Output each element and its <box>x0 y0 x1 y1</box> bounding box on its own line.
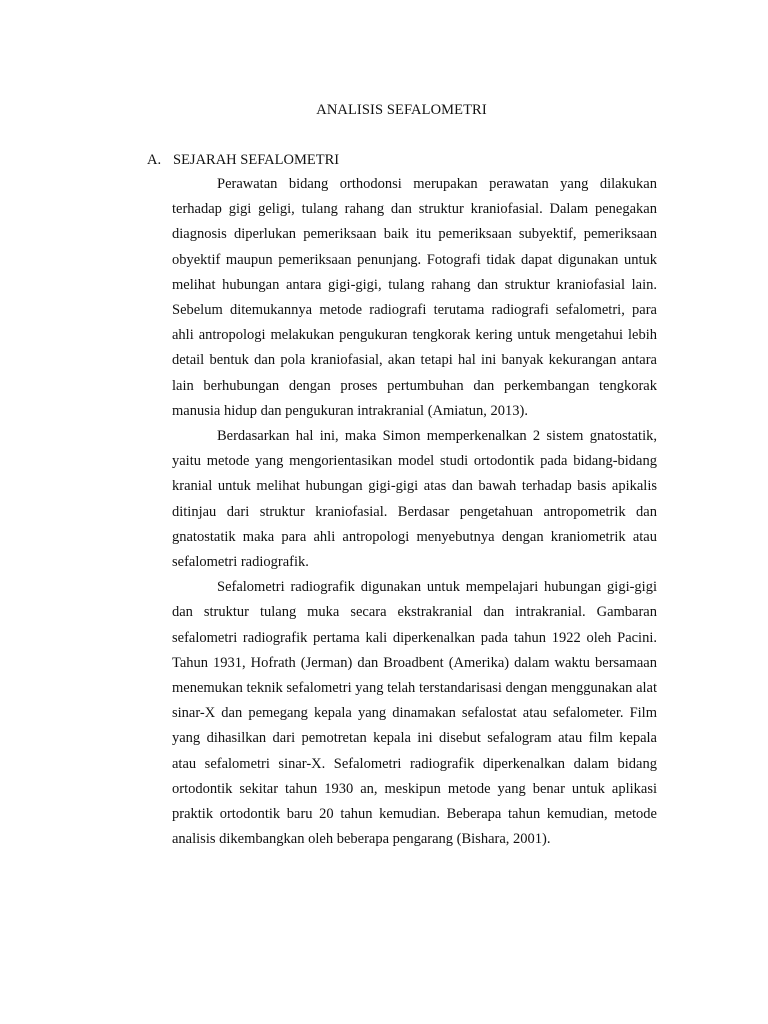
section-letter: A. <box>147 152 162 168</box>
paragraph: Berdasarkan hal ini, maka Simon memperkenalkan 2 sistem gnatostatik, yaitu metode yang mengorientasikan model studi ortodontik pada bidang-bidang kranial untuk melihat hubungan gigi-gigi atas dan bawah terhadap basis apikalis ditinjau dari struktur kraniofasial. Berdasar pengetahuan antropometrik dan gnatostatik maka para ahli antropologi menyebutnya dengan kraniometrik atau sefalometri radiografik. <box>172 428 657 571</box>
document-title: ANALISIS SEFALOMETRI <box>316 102 487 118</box>
body-text <box>172 172 657 852</box>
paragraph: Sefalometri radiografik digunakan untuk mempelajari hubungan gigi-gigi dan struktur tulang muka secara ekstrakranial dan intrakranial. Gambaran sefalometri radiografik pertama kali diperkenalkan pada tahun 1922 oleh Pacini. Tahun 1931, Hofrath (Jerman) dan Broadbent (Amerika) dalam waktu bersamaan menemukan teknik sefalometri yang telah terstandarisasi dengan menggunakan alat sinar-X dan pemegang kepala yang dinamakan sefalostat atau sefalometer. Film yang dihasilkan dari pemotretan kepala ini disebut sefalogram atau film kepala atau sefalometri sinar-X. Sefalometri radiografik diperkenalkan dalam bidang ortodontik sekitar tahun 1930 an, meskipun metode yang benar untuk aplikasi praktik ortodontik baru 20 tahun kemudian. Beberapa tahun kemudian, metode analisis dikembangkan oleh beberapa pengarang (Bishara, 2001). <box>172 579 657 848</box>
section-heading-text: SEJARAH SEFALOMETRI <box>173 152 340 168</box>
section-heading <box>147 152 339 169</box>
paragraph: Perawatan bidang orthodonsi merupakan perawatan yang dilakukan terhadap gigi geligi, tulang rahang dan struktur kraniofasial. Dalam penegakan diagnosis diperlukan pemeriksaan baik itu pemeriksaan subyektif, pemeriksaan obyektif maupun pemeriksaan penunjang. Fotografi tidak dapat digunakan untuk melihat hubungan antara gigi-gigi, tulang rahang dan struktur kraniofasial lain. Sebelum ditemukannya metode radiografi terutama radiografi sefalometri, para ahli antropologi melakukan pengukuran tengkorak kering untuk mengetahui lebih detail bentuk dan pola kraniofasial, akan tetapi hal ini banyak kekurangan antara lain berhubungan dengan proses pertumbuhan dan perkembangan tengkorak manusia hidup dan pengukuran intrakranial (Amiatun, 2013). <box>172 176 657 419</box>
